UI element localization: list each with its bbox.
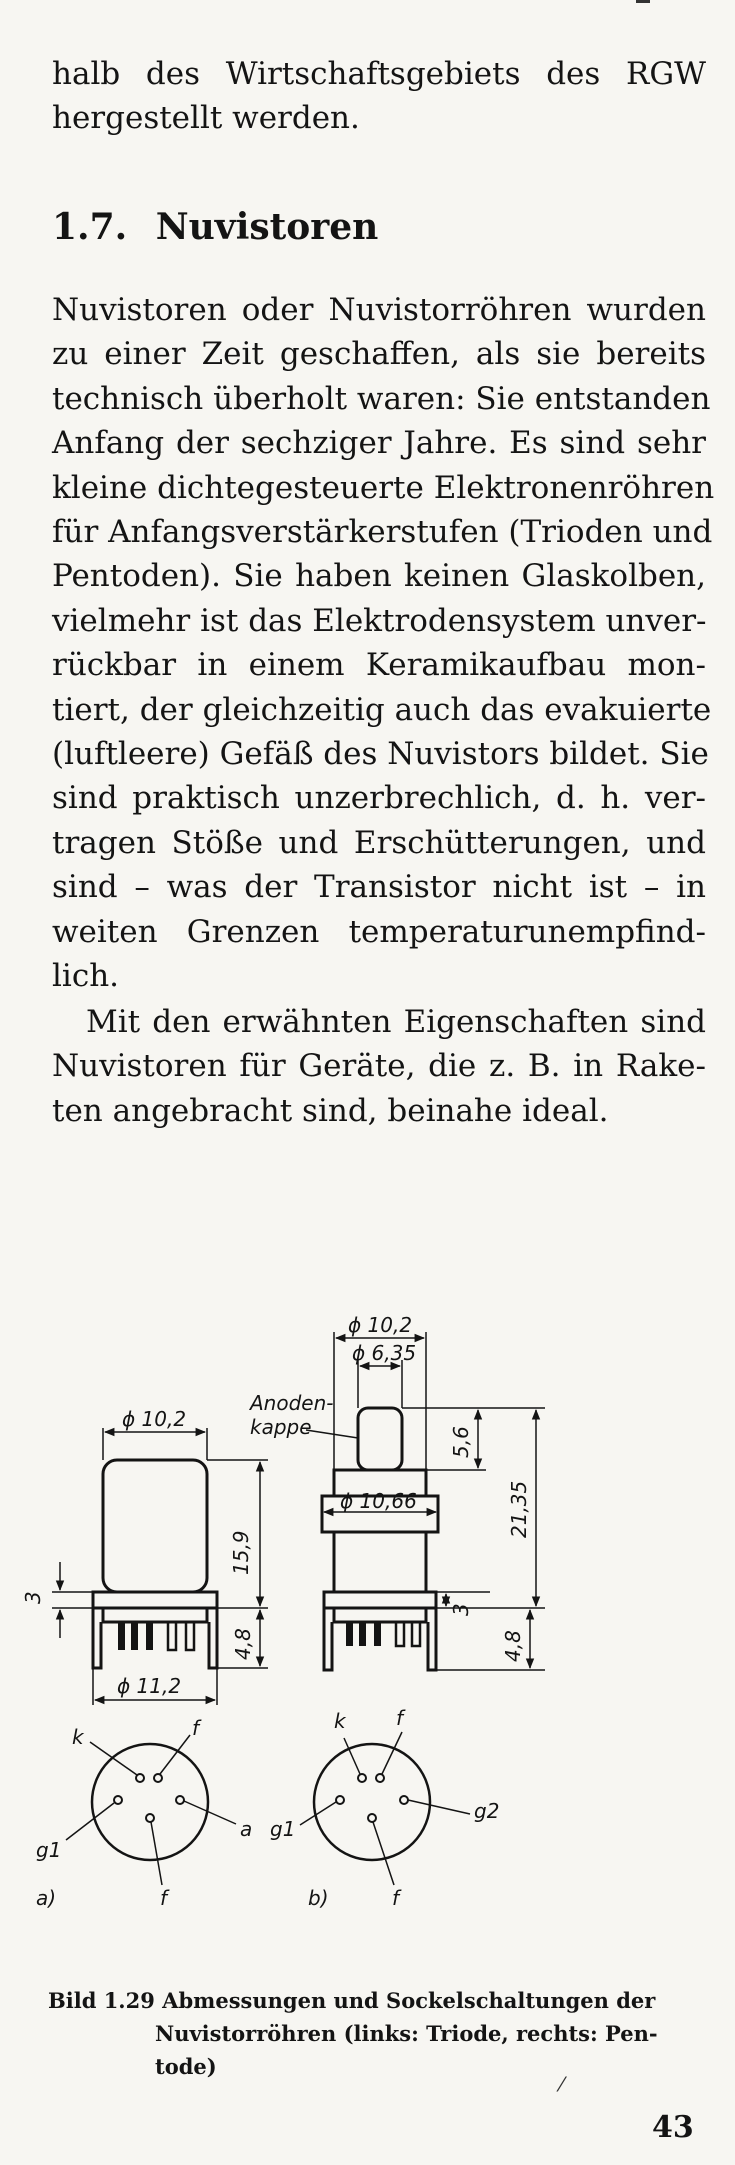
triode-flange (93, 1592, 217, 1608)
text-line: halb des Wirtschaftsgebiets des RGW (52, 56, 706, 92)
tetrode-dim-pins: 4,8 (501, 1630, 525, 1662)
print-mark (636, 0, 650, 3)
caption-line: tode) (155, 2054, 217, 2079)
tetrode-dim-height: 21,35 (507, 1480, 531, 1538)
section-heading (52, 206, 378, 248)
triode-dim-height: 15,9 (229, 1530, 253, 1575)
anode-cap-label-2: kappe (250, 1415, 312, 1439)
tetrode-dim-top-outer: ϕ 10,2 (348, 1313, 413, 1337)
triode-pin-a: a (240, 1817, 253, 1841)
text-line: lich. (52, 958, 120, 995)
text-line: technisch überholt waren: Sie entstanden (52, 380, 711, 417)
text-line: Nuvistoren oder Nuvistorröhren wurden (52, 292, 706, 328)
figure-label-b: b) (308, 1886, 329, 1910)
triode-pins (93, 1608, 217, 1668)
tetrode-dim-cap: 5,6 (449, 1426, 473, 1458)
section-number: 1.7. (52, 206, 128, 248)
text-line: vielmehr ist das Elektrodensystem unver- (52, 602, 707, 639)
triode-body (103, 1460, 207, 1592)
triode-socket (92, 1744, 208, 1860)
text-line: tiert, der gleichzeitig auch das evakuierte (52, 691, 712, 728)
triode-pin-g1: g1 (36, 1838, 62, 1862)
anode-cap-label-1: Anoden- (250, 1391, 334, 1415)
triode-pin-k: k (72, 1725, 84, 1749)
tetrode-socket (314, 1744, 430, 1860)
triode-dim-flange: 3 (21, 1591, 45, 1604)
body-paragraph-2 (52, 1000, 706, 1133)
page-number: 43 (652, 2110, 694, 2145)
text-line: rückbar in einem Keramikaufbau mon- (52, 647, 706, 684)
tetrode-dim-ring: ϕ 10,66 (340, 1489, 417, 1513)
body-paragraph-1 (52, 288, 715, 999)
text-line: sind – was der Transistor nicht ist – in (52, 869, 706, 906)
triode-pin-f-top: f (192, 1716, 200, 1740)
text-line: zu einer Zeit geschaffen, als sie bereits (52, 336, 706, 373)
triode-dim-top: ϕ 10,2 (122, 1407, 187, 1431)
text-line: Mit den erwähnten Eigenschaften sind (86, 1004, 706, 1040)
text-line: Anfang der sechziger Jahre. Es sind sehr (52, 425, 706, 462)
triode-dim-pins: 4,8 (231, 1628, 255, 1660)
intro-paragraph (52, 52, 706, 141)
caption-line: Bild 1.29 Abmessungen und Sockelschaltungen der (48, 1988, 656, 2013)
tetrode-pin-f-bottom: f (392, 1886, 400, 1910)
text-line: hergestellt werden. (52, 100, 360, 137)
text-line: weiten Grenzen temperaturunempfind- (52, 913, 706, 950)
text-line: kleine dichtegesteuerte Elektronenröhren (52, 469, 715, 506)
triode-drawing (21, 1407, 268, 1910)
tetrode-pins (324, 1608, 436, 1670)
anode-cap (358, 1408, 402, 1470)
nuvistor-figure (0, 1280, 735, 1920)
text-line: tragen Stöße und Erschütterungen, und (52, 824, 706, 861)
tetrode-drawing (248, 1313, 545, 1910)
triode-pin-f-bottom: f (160, 1886, 168, 1910)
text-line: für Anfangsverstärkerstufen (Trioden und (52, 514, 713, 551)
tetrode-dim-flange: 3 (449, 1603, 473, 1616)
section-title: Nuvistoren (155, 206, 379, 248)
figure-caption (48, 1984, 698, 2083)
text-line: Nuvistoren für Geräte, die z. B. in Rake- (52, 1048, 706, 1085)
text-line: (luftleere) Gefäß des Nuvistors bildet. Sie (52, 736, 709, 773)
text-line: Pentoden). Sie haben keinen Glaskolben, (52, 558, 706, 595)
text-line: sind praktisch unzerbrechlich, d. h. ver- (52, 780, 706, 817)
tetrode-dim-top-inner: ϕ 6,35 (352, 1341, 417, 1365)
tetrode-pin-f-top: f (396, 1706, 404, 1730)
pen-mark: ⁄ (560, 2072, 564, 2096)
tetrode-pin-k: k (334, 1709, 346, 1733)
triode-base (103, 1608, 207, 1622)
text-line: ten angebracht sind, beinahe ideal. (52, 1092, 609, 1129)
tetrode-pin-g2: g2 (474, 1799, 500, 1823)
tetrode-pin-g1: g1 (270, 1817, 296, 1841)
caption-line: Nuvistorröhren (links: Triode, rechts: Pen- (155, 2021, 658, 2046)
figure-label-a: a) (36, 1886, 57, 1910)
triode-dim-bottom: ϕ 11,2 (117, 1674, 182, 1698)
